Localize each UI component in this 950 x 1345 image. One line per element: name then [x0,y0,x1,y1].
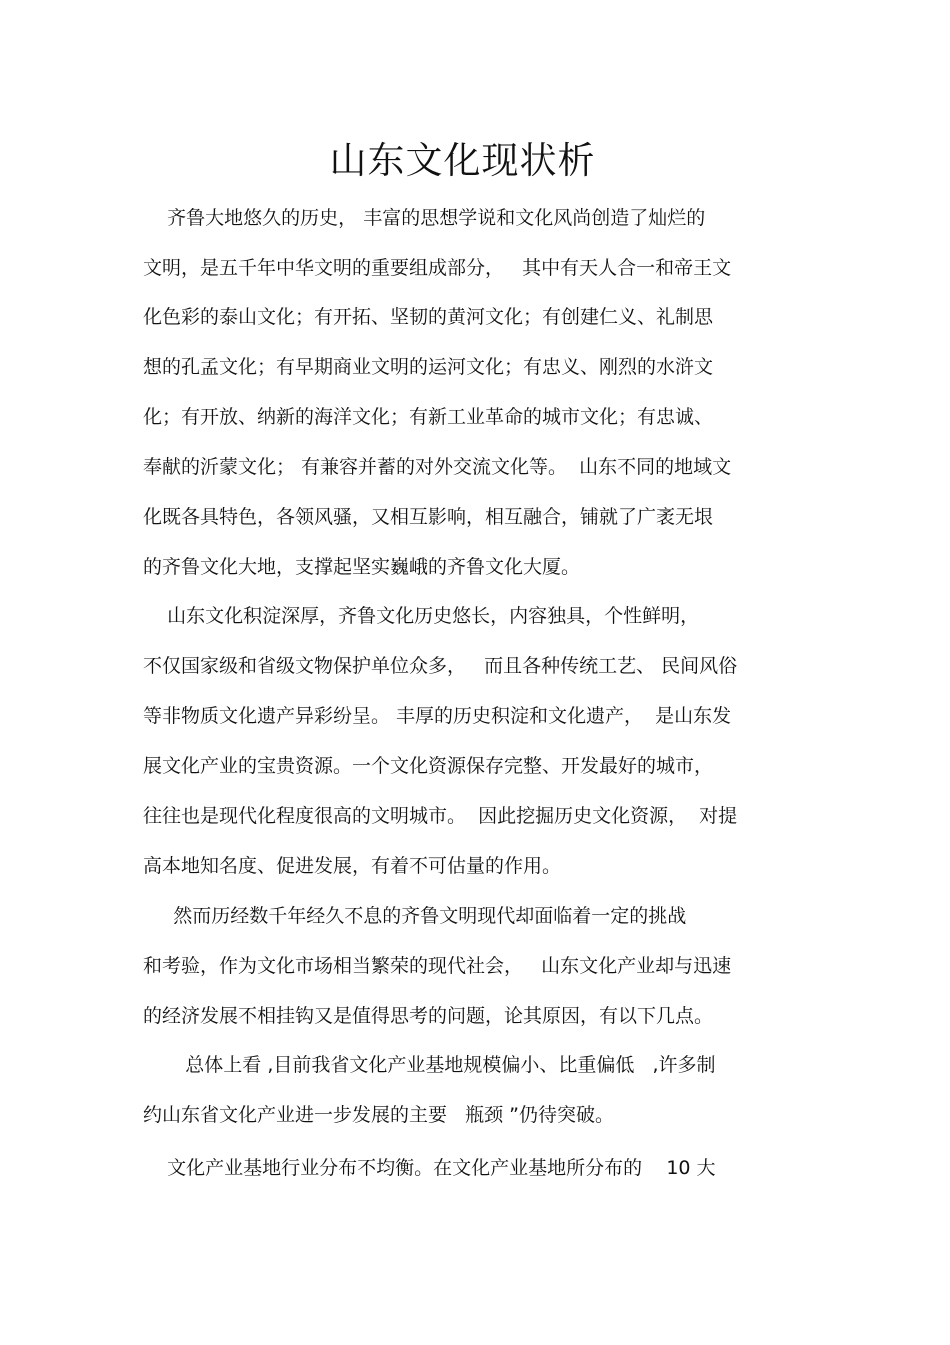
text-line: 高本地知名度、促进发展，有着不可估量的作用。 [143,855,562,877]
text-line: 然而历经数千年经久不息的齐鲁文明现代却面临着一定的挑战 [143,905,687,927]
text-line: 的齐鲁文化大地，支撑起坚实巍峨的齐鲁文化大厦。 [143,556,581,578]
text-line: 奉献的沂蒙文化； 有兼容并蓄的对外交流文化等。 山东不同的地域文 [143,456,732,478]
text-line: 山东文化积淀深厚，齐鲁文化历史悠长，内容独具，个性鲜明， [143,605,700,627]
text-line: 总体上看 ,目前我省文化产业基地规模偏小、比重偏低 ,许多制 [143,1054,716,1076]
text-line: 的经济发展不相挂钩又是值得思考的问题，论其原因，有以下几点。 [143,1005,714,1027]
text-line: 齐鲁大地悠久的历史， 丰富的思想学说和文化风尚创造了灿烂的 [143,207,706,229]
text-line: 不仅国家级和省级文物保护单位众多， 而且各种传统工艺、 民间风俗 [143,655,738,677]
text-line: 想的孔孟文化；有早期商业文明的运河文化；有忠义、刚烈的水浒文 [143,356,714,378]
text-line: 化色彩的泰山文化；有开拓、坚韧的黄河文化；有创建仁义、礼制思 [143,306,714,328]
text-line: 化既各具特色，各领风骚，又相互影响，相互融合，铺就了广袤无垠 [143,506,714,528]
text-line: 文明，是五千年中华文明的重要组成部分， 其中有天人合一和帝王文 [143,257,732,279]
text-line: 等非物质文化遗产异彩纷呈。 丰厚的历史积淀和文化遗产， 是山东发 [143,705,732,727]
text-line: 往往也是现代化程度很高的文明城市。 因此挖掘历史文化资源， 对提 [143,805,738,827]
text-line: 文化产业基地行业分布不均衡。在文化产业基地所分布的 10 大 [143,1157,716,1179]
text-line: 和考验，作为文化市场相当繁荣的现代社会， 山东文化产业却与迅速 [143,955,732,977]
text-line: 约山东省文化产业进一步发展的主要 瓶颈 ”仍待突破。 [143,1104,615,1126]
page-title: 山东文化现状析 [329,139,596,182]
text-line: 展文化产业的宝贵资源。一个文化资源保存完整、开发最好的城市， [143,755,714,777]
text-line: 化；有开放、纳新的海洋文化；有新工业革命的城市文化；有忠诚、 [143,406,714,428]
